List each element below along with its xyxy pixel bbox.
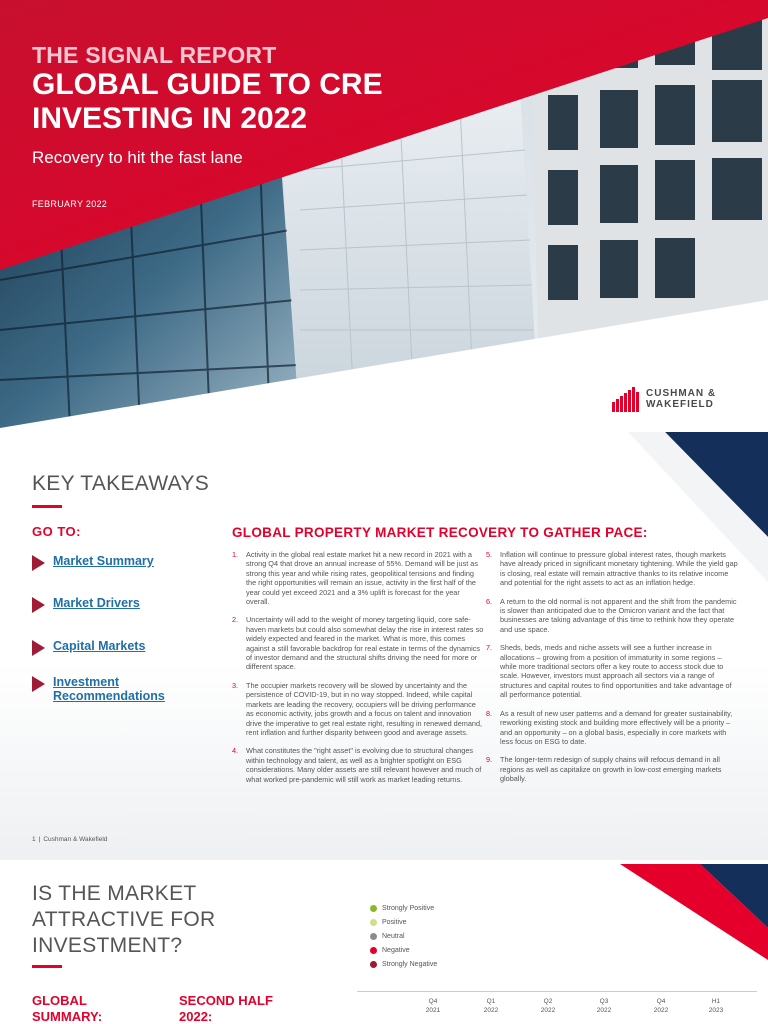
arrow-right-icon: [32, 676, 45, 692]
quarter-cell: [471, 997, 511, 1015]
arrow-right-icon: [32, 640, 45, 656]
quarter-year: 2022: [483, 1007, 499, 1014]
takeaway-item: [486, 755, 738, 783]
footer-divider: |: [38, 836, 41, 843]
item-number: 8.: [486, 708, 493, 718]
item-text: The occupier markets recovery will be slowed by uncertainty and the persistence of COVID-19, but in no way stopped. Indeed, while capital markets are leading the recovery, occupiers will be driving performance as economic activity, jobs growth and a focus on talent and innovation drive the imperative to get real estate right, resulting in renewed demand, rent inflation and further disparity between good and average assets.: [246, 680, 483, 737]
quarter-cell: [584, 997, 624, 1015]
key-takeaways-title: KEY TAKEAWAYS: [32, 472, 210, 495]
legend-label: Strongly Positive: [382, 904, 435, 912]
quarter-label: H1: [711, 998, 721, 1005]
quarter-year: 2022: [653, 1007, 669, 1014]
legend-label: Neutral: [382, 932, 405, 940]
second-half-heading: [179, 993, 273, 1024]
cover-section: [0, 0, 768, 428]
quarter-label: Q3: [599, 998, 609, 1005]
arrow-right-icon: [32, 597, 45, 613]
legend-item: [370, 958, 437, 972]
heading-line-2: SUMMARY:: [32, 1009, 103, 1024]
nav-investment-recommendations[interactable]: [32, 675, 173, 703]
nav-market-summary[interactable]: [32, 554, 154, 571]
global-summary-heading: [32, 993, 102, 1024]
dot-icon: [370, 947, 377, 954]
item-number: 3.: [232, 680, 239, 690]
quarter-label: Q1: [486, 998, 496, 1005]
takeaway-item: [232, 550, 484, 606]
title-line-2: ATTRACTIVE FOR: [32, 908, 216, 931]
legend-label: Positive: [382, 918, 407, 926]
item-text: Uncertainty will add to the weight of money targeting liquid, core safe-haven markets but could also somewhat delay the rise in interest rates so widely expected and feared in the market. What is more, this comes against a still favorable backdrop for real estate in terms of the dynamics of investor demand and the structural shifts driving the need for more or different space.: [246, 615, 484, 672]
logo-line-1: CUSHMAN &: [646, 388, 717, 399]
legend-item: [370, 944, 437, 958]
nav-label[interactable]: Market Drivers: [53, 596, 140, 610]
takeaway-item: [232, 681, 484, 737]
nav-label[interactable]: Investment Recommendations: [53, 675, 165, 703]
title-line-3: INVESTMENT?: [32, 934, 183, 957]
item-number: 7.: [486, 643, 493, 653]
nav-label[interactable]: Market Summary: [53, 554, 154, 568]
takeaway-item: [232, 615, 484, 671]
legend-label: Strongly Negative: [382, 961, 438, 969]
page-number: 1: [32, 836, 36, 843]
item-text: A return to the old normal is not apparent and the shift from the pandemic is slower than anticipated due to the Omicron variant and the fact that businesses are taking advantage of this time to rethink how they operate and use space.: [500, 596, 737, 634]
heading-line-1: SECOND HALF: [179, 993, 273, 1008]
takeaways-column-left: [232, 550, 484, 793]
attractiveness-title: [32, 881, 252, 959]
item-text: What constitutes the "right asset" is evolving due to structural changes within technology and talent, as well as a brighter spotlight on ESG considerations. Many older assets are still relevant however and much of what worked pre-pandemic will still work as market leading returns.: [246, 746, 482, 784]
takeaways-column-right: [486, 550, 738, 793]
title-line-1: GLOBAL GUIDE TO CRE: [32, 68, 383, 101]
legend-item: [370, 915, 437, 929]
nav-market-drivers[interactable]: [32, 596, 140, 613]
item-text: As a result of new user patterns and a demand for greater sustainability, reworking existing stock and building more effectively will be a priority – and an opportunity – on a global basis, especially in core markets with less focus on ESG to date.: [500, 708, 733, 746]
goto-label: GO TO:: [32, 524, 81, 539]
dot-icon: [370, 919, 377, 926]
arrow-right-icon: [32, 555, 45, 571]
quarter-cell: [696, 997, 736, 1015]
item-number: 6.: [486, 596, 493, 606]
cushman-wakefield-logo: [612, 386, 716, 412]
report-date: FEBRUARY 2022: [32, 199, 108, 209]
key-takeaways-page: [0, 432, 768, 860]
quarter-year: 2023: [708, 1007, 724, 1014]
takeaway-item: [486, 643, 738, 699]
market-attractiveness-page: [0, 864, 768, 1024]
heading-line-1: GLOBAL: [32, 993, 87, 1008]
title-line-2: INVESTING IN 2022: [32, 102, 308, 135]
dot-icon: [370, 961, 377, 968]
legend-item: [370, 929, 437, 943]
item-text: Sheds, beds, meds and niche assets will see a further increase in allocations – growing from a position of immaturity in some regions – while more traditional sectors offer a key route to access stock due to scale. However, investors must approach all sectors via a range of structures and capital routes to find opportunities and take advantage of all performance potential.: [500, 643, 732, 700]
title-line-1: IS THE MARKET: [32, 882, 197, 905]
takeaway-item: [486, 597, 738, 635]
item-text: Inflation will continue to pressure global interest rates, though markets have already priced in significant monetary tightening. While the yield gap is closing, real estate will remain attractive thanks to its relative income and potential for the right assets to act as an inflation hedge.: [500, 550, 738, 588]
item-number: 4.: [232, 746, 239, 756]
section-heading: GLOBAL PROPERTY MARKET RECOVERY TO GATHER PACE:: [232, 525, 648, 540]
heading-line-2: 2022:: [179, 1009, 213, 1024]
item-number: 9.: [486, 755, 493, 765]
logo-line-2: WAKEFIELD: [646, 399, 714, 410]
report-kicker: THE SIGNAL REPORT: [32, 42, 277, 68]
dot-icon: [370, 905, 377, 912]
takeaway-item: [486, 709, 738, 747]
quarter-label: Q4: [428, 998, 438, 1005]
quarter-label: Q2: [543, 998, 553, 1005]
quarter-cell: [641, 997, 681, 1015]
report-title: [32, 68, 452, 136]
item-number: 5.: [486, 550, 493, 559]
legend-item: [370, 901, 437, 915]
quarter-header-row: [357, 991, 757, 1024]
footer-brand: Cushman & Wakefield: [43, 836, 108, 843]
logo-wordmark: [646, 388, 716, 410]
takeaway-item: [232, 746, 484, 784]
nav-capital-markets[interactable]: [32, 639, 145, 656]
quarter-year: 2022: [540, 1007, 556, 1014]
dot-icon: [370, 933, 377, 940]
title-underline: [32, 505, 62, 508]
item-number: 2.: [232, 615, 239, 625]
takeaway-item: [486, 550, 738, 588]
building-bars-icon: [612, 386, 640, 412]
item-text: The longer-term redesign of supply chains will refocus demand in all regions as well as capitalize on growth in low-cost emerging markets globally.: [500, 755, 722, 784]
quarter-year: 2021: [425, 1007, 441, 1014]
item-text: Activity in the global real estate market hit a new record in 2021 with a strong Q4 that drove an annual increase of 55%. Demand will be just as strong this year and while rising rates, geopolitical tensions and finding the right opportunities will remain an issue, activity in the first half of the year could yet exceed 2021 and a 3% uplift is forecast for the year overall.: [246, 550, 479, 607]
quarter-cell: [413, 997, 453, 1015]
quarter-cell: [528, 997, 568, 1015]
legend-label: Negative: [382, 947, 410, 955]
rating-legend: [370, 901, 437, 972]
quarter-year: 2022: [596, 1007, 612, 1014]
report-subtitle: Recovery to hit the fast lane: [32, 148, 243, 167]
quarter-label: Q4: [656, 998, 666, 1005]
item-number: 1.: [232, 550, 239, 559]
title-underline: [32, 965, 62, 968]
page-footer: [32, 836, 107, 843]
nav-label[interactable]: Capital Markets: [53, 639, 146, 653]
